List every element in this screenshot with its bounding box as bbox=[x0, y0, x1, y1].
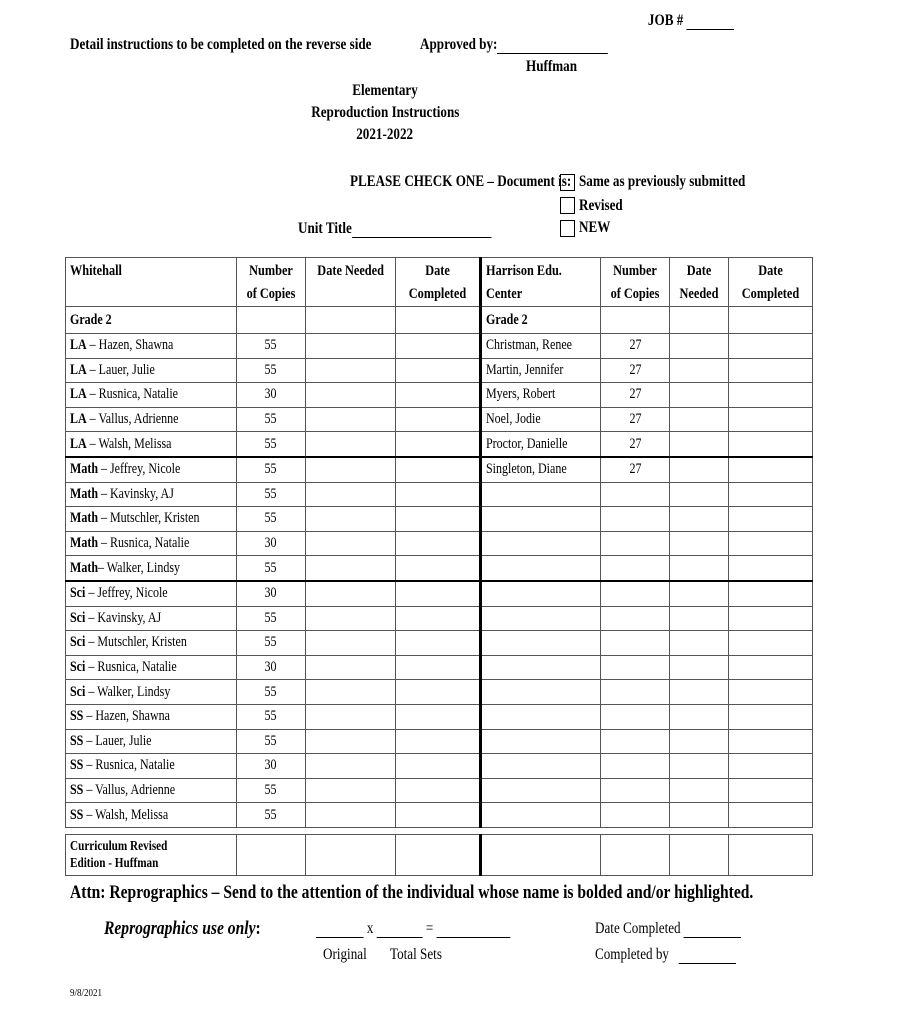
teacher-cell: SS – Hazen, Shawna bbox=[66, 704, 237, 729]
right-copies-header: Number of Copies bbox=[601, 258, 670, 307]
date-completed-label: Date Completed bbox=[595, 920, 681, 937]
date-needed-cell[interactable] bbox=[305, 334, 395, 359]
copies-cell: 55 bbox=[236, 507, 305, 532]
teacher-cell bbox=[481, 680, 601, 705]
job-number-field[interactable] bbox=[629, 12, 734, 30]
job-number-label: JOB # bbox=[647, 12, 684, 29]
date-needed-cell[interactable] bbox=[305, 457, 395, 482]
date-needed-cell[interactable] bbox=[670, 358, 729, 383]
date-needed-cell[interactable] bbox=[670, 531, 729, 556]
approved-by-field[interactable] bbox=[420, 36, 649, 54]
teacher-cell: LA – Rusnica, Natalie bbox=[66, 383, 237, 408]
table-row bbox=[66, 778, 813, 803]
date-needed-cell[interactable] bbox=[305, 778, 395, 803]
date-completed-cell[interactable] bbox=[396, 631, 481, 656]
date-needed-cell[interactable] bbox=[670, 383, 729, 408]
date-needed-cell[interactable] bbox=[305, 729, 395, 754]
table-row bbox=[66, 334, 813, 359]
date-completed-cell[interactable] bbox=[729, 680, 813, 705]
table-row bbox=[66, 606, 813, 631]
date-needed-cell[interactable] bbox=[670, 432, 729, 457]
date-completed-cell[interactable] bbox=[729, 704, 813, 729]
teacher-cell bbox=[481, 507, 601, 532]
date-needed-cell[interactable] bbox=[670, 655, 729, 680]
copies-cell bbox=[601, 507, 670, 532]
table-row bbox=[66, 482, 813, 507]
empty-cell[interactable] bbox=[670, 834, 729, 875]
empty-cell[interactable] bbox=[236, 307, 305, 334]
approver-name: Huffman bbox=[526, 58, 578, 75]
date-completed-cell[interactable] bbox=[396, 655, 481, 680]
copies-cell: 55 bbox=[236, 482, 305, 507]
date-completed-cell[interactable] bbox=[729, 803, 813, 828]
copies-cell: 55 bbox=[236, 704, 305, 729]
date-completed-cell[interactable] bbox=[396, 334, 481, 359]
teacher-cell: Math – Mutschler, Kristen bbox=[66, 507, 237, 532]
date-completed-cell[interactable] bbox=[729, 407, 813, 432]
date-needed-cell[interactable] bbox=[670, 631, 729, 656]
teacher-cell: SS – Vallus, Adrienne bbox=[66, 778, 237, 803]
total-sets-label: Total Sets bbox=[390, 946, 442, 963]
copies-cell: 27 bbox=[601, 383, 670, 408]
times-sign: x bbox=[366, 920, 374, 937]
copies-cell bbox=[601, 556, 670, 581]
teacher-cell bbox=[481, 531, 601, 556]
teacher-cell: Proctor, Danielle bbox=[481, 432, 601, 457]
date-completed-cell[interactable] bbox=[396, 457, 481, 482]
copies-cell: 55 bbox=[236, 358, 305, 383]
copies-cell: 30 bbox=[236, 383, 305, 408]
table-row bbox=[66, 729, 813, 754]
date-needed-cell[interactable] bbox=[305, 655, 395, 680]
date-completed-cell[interactable] bbox=[396, 680, 481, 705]
date-completed-cell[interactable] bbox=[396, 531, 481, 556]
date-completed-cell[interactable] bbox=[729, 581, 813, 606]
table-row bbox=[66, 358, 813, 383]
detail-instructions-note: Detail instructions to be completed on the reverse side bbox=[70, 36, 372, 53]
table-row bbox=[66, 581, 813, 606]
teacher-cell: LA – Walsh, Melissa bbox=[66, 432, 237, 457]
date-needed-cell[interactable] bbox=[305, 581, 395, 606]
curriculum-revised-label: Curriculum Revised Edition - Huffman bbox=[66, 834, 237, 875]
empty-cell[interactable] bbox=[729, 307, 813, 334]
checkbox-revised[interactable] bbox=[560, 197, 575, 214]
date-completed-cell[interactable] bbox=[729, 655, 813, 680]
copies-cell: 55 bbox=[236, 631, 305, 656]
completed-by-label: Completed by bbox=[595, 946, 669, 963]
table-row bbox=[66, 803, 813, 828]
date-completed-cell[interactable] bbox=[396, 383, 481, 408]
date-completed-cell[interactable] bbox=[396, 358, 481, 383]
date-completed-cell[interactable] bbox=[396, 729, 481, 754]
teacher-cell: Martin, Jennifer bbox=[481, 358, 601, 383]
copies-cell bbox=[601, 581, 670, 606]
teacher-cell: LA – Lauer, Julie bbox=[66, 358, 237, 383]
teacher-cell bbox=[481, 655, 601, 680]
date-completed-cell[interactable] bbox=[729, 334, 813, 359]
reprographics-label: Reprographics use only: bbox=[104, 918, 261, 939]
date-completed-cell[interactable] bbox=[729, 729, 813, 754]
teacher-cell bbox=[481, 704, 601, 729]
copies-cell: 55 bbox=[236, 432, 305, 457]
date-needed-cell[interactable] bbox=[670, 803, 729, 828]
copies-cell bbox=[601, 680, 670, 705]
empty-cell[interactable] bbox=[481, 834, 601, 875]
date-needed-cell[interactable] bbox=[670, 606, 729, 631]
copies-cell bbox=[601, 655, 670, 680]
date-completed-cell[interactable] bbox=[396, 704, 481, 729]
footer-date: 9/8/2021 bbox=[70, 987, 103, 999]
date-completed-cell[interactable] bbox=[396, 803, 481, 828]
table-row bbox=[66, 754, 813, 779]
date-needed-cell[interactable] bbox=[305, 358, 395, 383]
approved-by-blank[interactable] bbox=[497, 39, 608, 54]
teacher-cell: Math – Kavinsky, AJ bbox=[66, 482, 237, 507]
title-year: 2021-2022 bbox=[356, 126, 414, 143]
table-row bbox=[66, 556, 813, 581]
table-row bbox=[66, 507, 813, 532]
table-row bbox=[66, 680, 813, 705]
copies-cell: 55 bbox=[236, 729, 305, 754]
date-needed-cell[interactable] bbox=[670, 507, 729, 532]
table-row bbox=[66, 407, 813, 432]
total-sets-blank[interactable] bbox=[377, 923, 423, 938]
date-completed-cell[interactable] bbox=[396, 556, 481, 581]
date-needed-cell[interactable] bbox=[305, 507, 395, 532]
date-needed-cell[interactable] bbox=[305, 407, 395, 432]
equals-sign: = bbox=[425, 920, 434, 937]
empty-cell[interactable] bbox=[729, 834, 813, 875]
date-completed-cell[interactable] bbox=[396, 482, 481, 507]
right-school-header: Harrison Edu. Center bbox=[481, 258, 601, 307]
teacher-cell bbox=[481, 729, 601, 754]
date-completed-cell[interactable] bbox=[396, 778, 481, 803]
empty-cell[interactable] bbox=[670, 307, 729, 334]
teacher-cell bbox=[481, 556, 601, 581]
date-completed-cell[interactable] bbox=[729, 482, 813, 507]
title-level: Elementary bbox=[352, 82, 418, 99]
date-needed-cell[interactable] bbox=[670, 556, 729, 581]
teacher-cell: Noel, Jodie bbox=[481, 407, 601, 432]
teacher-cell bbox=[481, 803, 601, 828]
date-completed-cell[interactable] bbox=[396, 407, 481, 432]
empty-cell[interactable] bbox=[236, 834, 305, 875]
date-completed-cell[interactable] bbox=[729, 531, 813, 556]
right-grade-label: Grade 2 bbox=[481, 307, 601, 334]
checkbox-same[interactable] bbox=[560, 174, 575, 191]
teacher-cell: Math – Rusnica, Natalie bbox=[66, 531, 237, 556]
left-copies-header: Number of Copies bbox=[236, 258, 305, 307]
left-date-completed-header: Date Completed bbox=[396, 258, 481, 307]
approved-by-label: Approved by: bbox=[420, 36, 498, 53]
date-needed-cell[interactable] bbox=[305, 531, 395, 556]
checkbox-same-label: Same as previously submitted bbox=[579, 173, 746, 190]
check-one-label: PLEASE CHECK ONE – Document is: bbox=[350, 173, 572, 190]
table-row bbox=[66, 631, 813, 656]
teacher-cell: Sci – Jeffrey, Nicole bbox=[66, 581, 237, 606]
date-completed-field[interactable] bbox=[595, 920, 773, 938]
right-date-completed-header: Date Completed bbox=[729, 258, 813, 307]
date-completed-cell[interactable] bbox=[729, 457, 813, 482]
teacher-cell: Sci – Mutschler, Kristen bbox=[66, 631, 237, 656]
result-blank[interactable] bbox=[437, 923, 511, 938]
date-completed-cell[interactable] bbox=[729, 556, 813, 581]
copies-cell: 55 bbox=[236, 556, 305, 581]
teacher-cell: Sci – Kavinsky, AJ bbox=[66, 606, 237, 631]
empty-cell[interactable] bbox=[601, 834, 670, 875]
teacher-cell bbox=[481, 482, 601, 507]
checkbox-new-label: NEW bbox=[579, 219, 611, 236]
date-needed-cell[interactable] bbox=[305, 482, 395, 507]
completed-by-blank[interactable] bbox=[679, 949, 736, 964]
date-needed-cell[interactable] bbox=[670, 334, 729, 359]
date-needed-cell[interactable] bbox=[670, 407, 729, 432]
copies-cell: 30 bbox=[236, 655, 305, 680]
copies-cell: 27 bbox=[601, 334, 670, 359]
date-needed-cell[interactable] bbox=[305, 631, 395, 656]
teacher-cell: Math – Jeffrey, Nicole bbox=[66, 457, 237, 482]
date-completed-blank[interactable] bbox=[684, 923, 741, 938]
unit-title-field[interactable] bbox=[298, 220, 534, 238]
date-needed-cell[interactable] bbox=[670, 778, 729, 803]
date-needed-cell[interactable] bbox=[305, 754, 395, 779]
copies-cell bbox=[601, 482, 670, 507]
date-needed-cell[interactable] bbox=[305, 383, 395, 408]
teacher-cell: Math– Walker, Lindsy bbox=[66, 556, 237, 581]
teacher-cell: SS – Lauer, Julie bbox=[66, 729, 237, 754]
date-completed-cell[interactable] bbox=[729, 778, 813, 803]
date-completed-cell[interactable] bbox=[729, 754, 813, 779]
checkbox-revised-label: Revised bbox=[579, 197, 623, 214]
copies-cell bbox=[601, 754, 670, 779]
teacher-cell: LA – Vallus, Adrienne bbox=[66, 407, 237, 432]
copies-cell bbox=[601, 704, 670, 729]
empty-cell[interactable] bbox=[305, 834, 395, 875]
teacher-cell bbox=[481, 581, 601, 606]
copies-cell: 27 bbox=[601, 432, 670, 457]
job-number-blank[interactable] bbox=[686, 15, 734, 30]
date-completed-cell[interactable] bbox=[729, 358, 813, 383]
unit-title-blank[interactable] bbox=[352, 223, 491, 238]
date-needed-cell[interactable] bbox=[670, 680, 729, 705]
date-needed-cell[interactable] bbox=[670, 581, 729, 606]
teacher-cell: LA – Hazen, Shawna bbox=[66, 334, 237, 359]
table-row bbox=[66, 655, 813, 680]
copies-cell: 55 bbox=[236, 407, 305, 432]
empty-cell[interactable] bbox=[396, 834, 481, 875]
teacher-cell: SS – Walsh, Melissa bbox=[66, 803, 237, 828]
teacher-cell bbox=[481, 778, 601, 803]
copies-cell bbox=[601, 631, 670, 656]
completed-by-field[interactable] bbox=[595, 946, 767, 964]
copies-cell: 27 bbox=[601, 457, 670, 482]
unit-title-label: Unit Title bbox=[298, 220, 352, 237]
teacher-cell: Sci – Rusnica, Natalie bbox=[66, 655, 237, 680]
date-needed-cell[interactable] bbox=[670, 457, 729, 482]
copies-cell: 55 bbox=[236, 457, 305, 482]
copies-cell bbox=[601, 531, 670, 556]
date-completed-cell[interactable] bbox=[729, 507, 813, 532]
table-row bbox=[66, 432, 813, 457]
date-completed-cell[interactable] bbox=[729, 606, 813, 631]
copies-cell bbox=[601, 778, 670, 803]
date-completed-cell[interactable] bbox=[729, 432, 813, 457]
left-date-needed-header: Date Needed bbox=[305, 258, 395, 307]
teacher-cell: Myers, Robert bbox=[481, 383, 601, 408]
date-completed-cell[interactable] bbox=[396, 432, 481, 457]
date-needed-cell[interactable] bbox=[305, 606, 395, 631]
date-completed-cell[interactable] bbox=[396, 581, 481, 606]
copies-cell: 55 bbox=[236, 803, 305, 828]
original-label: Original bbox=[323, 946, 367, 963]
teacher-cell: Sci – Walker, Lindsy bbox=[66, 680, 237, 705]
copies-cell: 55 bbox=[236, 606, 305, 631]
date-needed-cell[interactable] bbox=[305, 704, 395, 729]
date-completed-cell[interactable] bbox=[729, 631, 813, 656]
copies-cell bbox=[601, 606, 670, 631]
copies-cell: 27 bbox=[601, 407, 670, 432]
teacher-cell bbox=[481, 754, 601, 779]
table-row bbox=[66, 457, 813, 482]
date-completed-cell[interactable] bbox=[729, 383, 813, 408]
teacher-cell: Christman, Renee bbox=[481, 334, 601, 359]
date-needed-cell[interactable] bbox=[305, 432, 395, 457]
teacher-cell bbox=[481, 606, 601, 631]
copies-cell: 30 bbox=[236, 531, 305, 556]
empty-cell[interactable] bbox=[601, 307, 670, 334]
table-row bbox=[66, 704, 813, 729]
teacher-cell bbox=[481, 631, 601, 656]
copies-cell bbox=[601, 729, 670, 754]
sets-calculation[interactable] bbox=[316, 920, 553, 938]
table-row bbox=[66, 531, 813, 556]
copies-cell: 55 bbox=[236, 778, 305, 803]
teacher-cell: Singleton, Diane bbox=[481, 457, 601, 482]
date-completed-cell[interactable] bbox=[396, 507, 481, 532]
date-needed-cell[interactable] bbox=[670, 482, 729, 507]
left-school-header: Whitehall bbox=[66, 258, 237, 307]
left-grade-label: Grade 2 bbox=[66, 307, 237, 334]
date-needed-cell[interactable] bbox=[305, 556, 395, 581]
date-needed-cell[interactable] bbox=[670, 729, 729, 754]
date-needed-cell[interactable] bbox=[305, 680, 395, 705]
empty-cell[interactable] bbox=[305, 307, 395, 334]
table-row bbox=[66, 383, 813, 408]
title-document: Reproduction Instructions bbox=[310, 104, 460, 121]
date-needed-cell[interactable] bbox=[670, 704, 729, 729]
date-completed-cell[interactable] bbox=[396, 606, 481, 631]
reproduction-table bbox=[65, 257, 813, 876]
copies-cell: 27 bbox=[601, 358, 670, 383]
original-blank[interactable] bbox=[316, 923, 364, 938]
right-date-needed-header: Date Needed bbox=[670, 258, 729, 307]
copies-cell bbox=[601, 803, 670, 828]
attn-note: Attn: Reprographics – Send to the attention of the individual whose name is bolded and/or highlighted. bbox=[70, 882, 754, 903]
date-needed-cell[interactable] bbox=[670, 754, 729, 779]
teacher-cell: SS – Rusnica, Natalie bbox=[66, 754, 237, 779]
date-needed-cell[interactable] bbox=[305, 803, 395, 828]
copies-cell: 30 bbox=[236, 754, 305, 779]
copies-cell: 55 bbox=[236, 334, 305, 359]
empty-cell[interactable] bbox=[396, 307, 481, 334]
copies-cell: 55 bbox=[236, 680, 305, 705]
date-completed-cell[interactable] bbox=[396, 754, 481, 779]
copies-cell: 30 bbox=[236, 581, 305, 606]
checkbox-new[interactable] bbox=[560, 220, 575, 237]
